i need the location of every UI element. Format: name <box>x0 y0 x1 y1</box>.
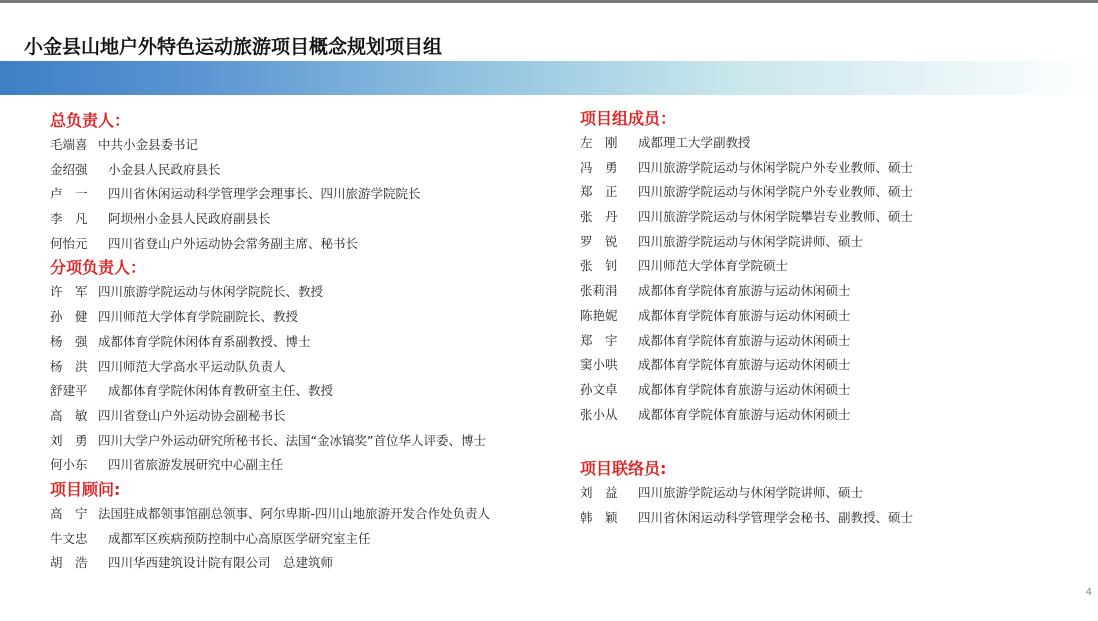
list-item <box>50 158 570 183</box>
person-name: 张 钊 <box>580 258 618 274</box>
members-heading: 项目组成员： <box>580 109 677 128</box>
person-role: 四川旅游学院运动与休闲学院攀岩专业教师、硕士 <box>638 209 914 225</box>
person-role: 成都体育学院体育旅游与运动休闲硕士 <box>638 357 851 373</box>
gradient-header-band <box>0 61 1098 95</box>
person-role: 成都体育学院休闲体育系副教授、博士 <box>98 333 311 349</box>
liaison-list <box>580 481 1090 530</box>
page-title: 小金县山地户外特色运动旅游项目概念规划项目组 <box>24 36 443 58</box>
person-role: 成都体育学院体育旅游与运动休闲硕士 <box>638 307 851 323</box>
person-name: 韩 颖 <box>580 509 618 525</box>
list-item <box>580 403 1090 428</box>
person-name: 窦小哄 <box>580 357 618 373</box>
list-item <box>580 353 1090 378</box>
list-item <box>50 551 570 576</box>
list-item <box>580 329 1090 354</box>
person-name: 刘 益 <box>580 485 618 501</box>
person-name: 孙文卓 <box>580 381 618 397</box>
list-item <box>580 378 1090 403</box>
person-name: 舒建平 <box>50 383 88 399</box>
list-item <box>580 506 1090 531</box>
page-number: 4 <box>1085 587 1092 598</box>
person-name: 毛端喜 <box>50 137 88 152</box>
person-role: 四川省休闲运动科学管理学会理事长、四川旅游学院院长 <box>108 186 421 202</box>
list-item <box>580 254 1090 279</box>
person-role: 成都体育学院体育旅游与运动休闲硕士 <box>638 406 851 422</box>
person-name: 李 凡 <box>50 211 88 227</box>
person-role: 法国驻成都领事馆副总领事、阿尔卑斯-四川山地旅游开发合作处负责人 <box>98 505 491 521</box>
person-role: 四川旅游学院运动与休闲学院户外专业教师、硕士 <box>638 184 914 200</box>
advisors-heading: 项目顾问: <box>50 479 121 499</box>
person-name: 张莉涓 <box>580 283 618 299</box>
person-role: 成都体育学院休闲体育教研室主任、教授 <box>108 383 334 399</box>
person-name: 何小东 <box>50 457 88 473</box>
person-name: 郑 宇 <box>580 332 618 348</box>
person-name: 刘 勇 <box>50 432 88 448</box>
person-name: 许 军 <box>50 284 88 300</box>
person-role: 成都体育学院体育旅游与运动休闲硕士 <box>638 381 851 397</box>
person-role: 四川旅游学院运动与休闲学院院长、教授 <box>98 284 324 300</box>
person-role: 四川大学户外运动研究所秘书长、法国“金冰镐奖”首位华人评委、博士 <box>98 432 486 448</box>
person-role: 四川旅游学院运动与休闲学院讲师、硕士 <box>638 485 864 501</box>
list-item <box>50 429 570 454</box>
person-name: 卢 一 <box>50 186 88 202</box>
person-role: 四川旅游学院运动与休闲学院讲师、硕士 <box>638 233 864 249</box>
person-role: 四川省登山户外运动协会副秘书长 <box>98 407 286 423</box>
list-item <box>50 355 570 380</box>
person-name: 罗 锐 <box>580 233 618 249</box>
list-item <box>580 279 1090 304</box>
person-name: 高 敏 <box>50 407 88 423</box>
list-item <box>50 379 570 404</box>
person-role: 四川师范大学体育学院硕士 <box>638 258 789 274</box>
list-item <box>580 131 1090 156</box>
right-column <box>580 107 1090 531</box>
list-item <box>50 280 570 305</box>
leaders-heading: 总负责人： <box>50 111 131 130</box>
spacer <box>580 427 1090 457</box>
person-role: 小金县人民政府县长 <box>108 161 221 177</box>
list-item <box>50 305 570 330</box>
leaders-list <box>50 133 570 256</box>
list-item <box>50 527 570 552</box>
top-border-line <box>0 0 1098 3</box>
person-role: 四川师范大学高水平运动队负责人 <box>98 358 286 374</box>
person-name: 张 丹 <box>580 209 618 225</box>
person-role: 成都理工大学副教授 <box>638 135 751 150</box>
person-name: 冯 勇 <box>580 159 618 175</box>
person-name: 金绍强 <box>50 161 88 177</box>
person-name: 何怡元 <box>50 235 88 251</box>
list-item <box>580 205 1090 230</box>
list-item <box>50 133 570 158</box>
person-name: 杨 洪 <box>50 358 88 374</box>
person-name: 高 宁 <box>50 505 88 521</box>
list-item <box>50 182 570 207</box>
person-role: 四川省登山户外运动协会常务副主席、秘书长 <box>108 235 359 251</box>
list-item <box>580 481 1090 506</box>
person-role: 阿坝州小金县人民政府副县长 <box>108 211 271 227</box>
person-name: 孙 健 <box>50 309 88 325</box>
person-role: 四川省休闲运动科学管理学会秘书、副教授、硕士 <box>638 509 914 525</box>
person-role: 四川华西建筑设计院有限公司 总建筑师 <box>108 555 334 571</box>
person-name: 牛文忠 <box>50 530 88 546</box>
person-role: 四川师范大学体育学院副院长、教授 <box>98 309 299 325</box>
list-item <box>50 207 570 232</box>
person-role: 成都体育学院体育旅游与运动休闲硕士 <box>638 283 851 299</box>
person-role: 中共小金县委书记 <box>98 137 199 152</box>
person-name: 左 刚 <box>580 135 618 150</box>
person-role: 四川省旅游发展研究中心副主任 <box>108 457 284 473</box>
person-role: 成都体育学院体育旅游与运动休闲硕士 <box>638 332 851 348</box>
list-item <box>50 330 570 355</box>
sub-leaders-heading: 分项负责人： <box>50 258 147 278</box>
liaison-heading: 项目联络员: <box>580 459 667 479</box>
list-item <box>50 453 570 478</box>
list-item <box>580 230 1090 255</box>
list-item <box>580 304 1090 329</box>
list-item <box>50 502 570 527</box>
person-name: 陈艳妮 <box>580 307 618 323</box>
list-item <box>50 232 570 257</box>
person-role: 成都军区疾病预防控制中心高原医学研究室主任 <box>108 530 371 546</box>
person-name: 杨 强 <box>50 333 88 349</box>
list-item <box>50 404 570 429</box>
list-item <box>580 156 1090 181</box>
members-list <box>580 131 1090 427</box>
person-name: 张小从 <box>580 406 618 422</box>
left-column <box>50 109 570 576</box>
sub-leaders-list <box>50 280 570 478</box>
person-name: 郑 正 <box>580 184 618 200</box>
person-name: 胡 浩 <box>50 555 88 571</box>
advisors-list <box>50 502 570 576</box>
person-role: 四川旅游学院运动与休闲学院户外专业教师、硕士 <box>638 159 914 175</box>
list-item <box>580 180 1090 205</box>
